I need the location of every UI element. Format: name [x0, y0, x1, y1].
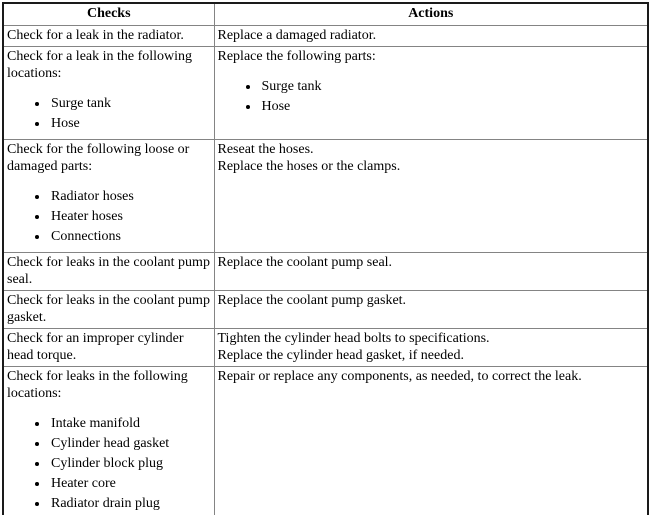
- list-item: • Radiator hoses: [49, 188, 211, 205]
- check-text: Check for an improper cylinder head torque.: [7, 331, 184, 363]
- list-item: • Heater core: [49, 475, 211, 492]
- check-cell: [3, 253, 214, 291]
- check-text: Check for leaks in the following locations:: [7, 369, 188, 401]
- check-text: Check for a leak in the radiator.: [7, 28, 184, 43]
- action-line: Replace a damaged radiator.: [217, 28, 377, 43]
- action-cell: [214, 47, 648, 140]
- action-cell: [214, 367, 648, 515]
- table-row: [3, 291, 648, 329]
- check-text: Check for a leak in the following locations:: [7, 49, 193, 81]
- table-row: [3, 26, 648, 47]
- list-item: • Hose: [260, 98, 645, 115]
- list-item: • Surge tank: [260, 78, 645, 95]
- check-text: Check for the following loose or damaged parts:: [7, 142, 190, 174]
- table-row: [3, 253, 648, 291]
- bullet-list: [7, 95, 211, 132]
- check-cell: [3, 140, 214, 253]
- bullet-list: [7, 188, 211, 245]
- list-item: • Radiator drain plug: [49, 495, 211, 512]
- table-row: [3, 47, 648, 140]
- table-row: [3, 140, 648, 253]
- check-text: Check for leaks in the coolant pump gasket.: [7, 293, 210, 325]
- table-row: [3, 367, 648, 515]
- list-item: • Heater hoses: [49, 208, 211, 225]
- list-item: • Connections: [49, 228, 211, 245]
- bullet-list: [218, 78, 645, 115]
- action-line: Replace the following parts:: [217, 49, 376, 64]
- checks-actions-table: [2, 2, 649, 515]
- list-item: • Hose: [49, 115, 211, 132]
- check-cell: [3, 26, 214, 47]
- action-line: Replace the coolant pump gasket.: [217, 293, 407, 308]
- check-cell: [3, 367, 214, 515]
- action-line: Replace the cylinder head gasket, if needed.: [217, 348, 464, 363]
- action-line: Tighten the cylinder head bolts to specifications.: [217, 331, 490, 346]
- check-cell: [3, 291, 214, 329]
- action-cell: [214, 140, 648, 253]
- action-cell: [214, 253, 648, 291]
- bullet-list: [7, 415, 211, 512]
- action-cell: [214, 329, 648, 367]
- check-text: Check for leaks in the coolant pump seal.: [7, 255, 210, 287]
- action-cell: [214, 26, 648, 47]
- header-checks: Checks: [3, 3, 214, 26]
- header-row: [3, 3, 648, 26]
- action-line: Reseat the hoses.: [217, 142, 314, 157]
- action-line: Replace the coolant pump seal.: [217, 255, 393, 270]
- action-line: Replace the hoses or the clamps.: [217, 159, 401, 174]
- action-cell: [214, 291, 648, 329]
- check-cell: [3, 47, 214, 140]
- check-cell: [3, 329, 214, 367]
- list-item: • Cylinder block plug: [49, 455, 211, 472]
- header-actions: Actions: [214, 3, 648, 26]
- list-item: • Cylinder head gasket: [49, 435, 211, 452]
- action-line: Repair or replace any components, as needed, to correct the leak.: [217, 369, 582, 384]
- table-row: [3, 329, 648, 367]
- list-item: • Surge tank: [49, 95, 211, 112]
- list-item: • Intake manifold: [49, 415, 211, 432]
